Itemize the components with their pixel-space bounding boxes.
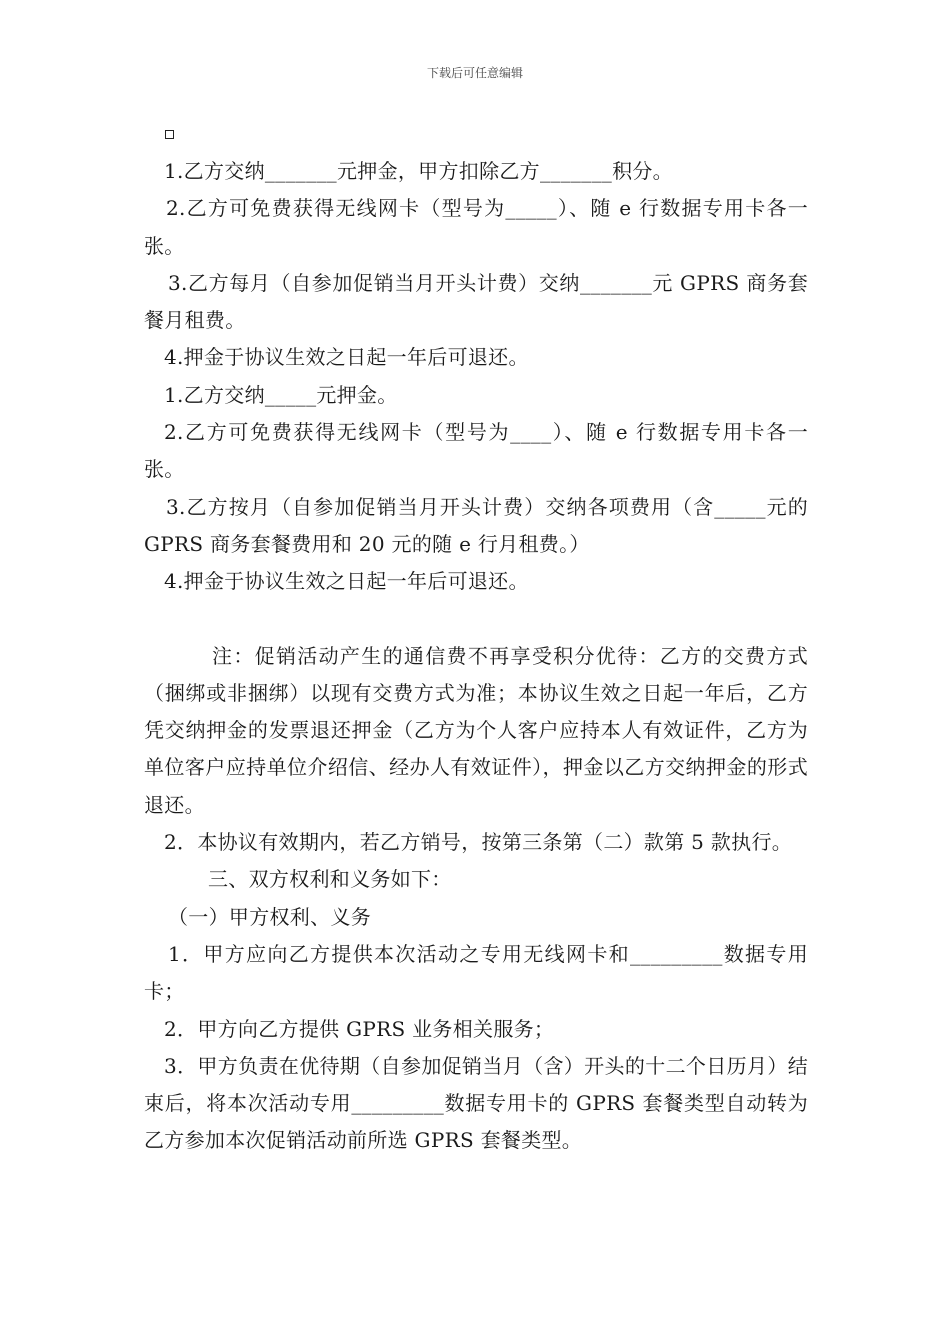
section-heading: 三、双方权利和义务如下： — [208, 867, 452, 892]
paragraph: 1．甲方应向乙方提供本次活动之专用无线网卡和_________数据专用卡； — [144, 941, 808, 1004]
page-header-note: 下载后可任意编辑 — [426, 66, 523, 80]
paragraph: 1.乙方交纳_______元押金，甲方扣除乙方_______积分。 — [164, 159, 673, 183]
paragraph: 3.乙方每月（自参加促销当月开头计费）交纳_______元 GPRS 商务套餐月租费。 — [144, 270, 808, 333]
paragraph: 3.乙方按月（自参加促销当月开头计费）交纳各项费用（含_____元的 GPRS 商务套餐费用和 20 元的随 e 行月租费。） — [144, 494, 808, 556]
document-body — [144, 153, 808, 1160]
checkbox-icon — [165, 130, 174, 139]
paragraph: 2．本协议有效期内，若乙方销号，按第三条第（二）款第 5 款执行。 — [164, 830, 793, 855]
paragraph: 3．甲方负责在优待期（自参加促销当月（含）开头的十二个日历月）结束后，将本次活动专用_________数据专用卡的 GPRS 套餐类型自动转为乙方参加本次促销活动前所选 GPRS 套餐类型。 — [144, 1053, 808, 1153]
subsection-heading: （一）甲方权利、义务 — [168, 904, 371, 929]
paragraph: 2．甲方向乙方提供 GPRS 业务相关服务； — [164, 1016, 555, 1041]
paragraph: 2.乙方可免费获得无线网卡（型号为_____）、随 e 行数据专用卡各一张。 — [144, 196, 808, 258]
paragraph: 4.押金于协议生效之日起一年后可退还。 — [164, 569, 529, 594]
blank-line — [144, 601, 808, 638]
note-paragraph: 注：促销活动产生的通信费不再享受积分优待：乙方的交费方式（捆绑或非捆绑）以现有交费方式为准；本协议生效之日起一年后，乙方凭交纳押金的发票退还押金（乙方为个人客户应持本人有效证件，乙方为单位客户应持单位介绍信、经办人有效证件），押金以乙方交纳押金的形式退还。 — [144, 643, 808, 817]
paragraph: 2.乙方可免费获得无线网卡（型号为____）、随 e 行数据专用卡各一张。 — [144, 420, 808, 482]
paragraph: 4.押金于协议生效之日起一年后可退还。 — [164, 345, 529, 370]
paragraph: 1.乙方交纳_____元押金。 — [164, 382, 398, 407]
